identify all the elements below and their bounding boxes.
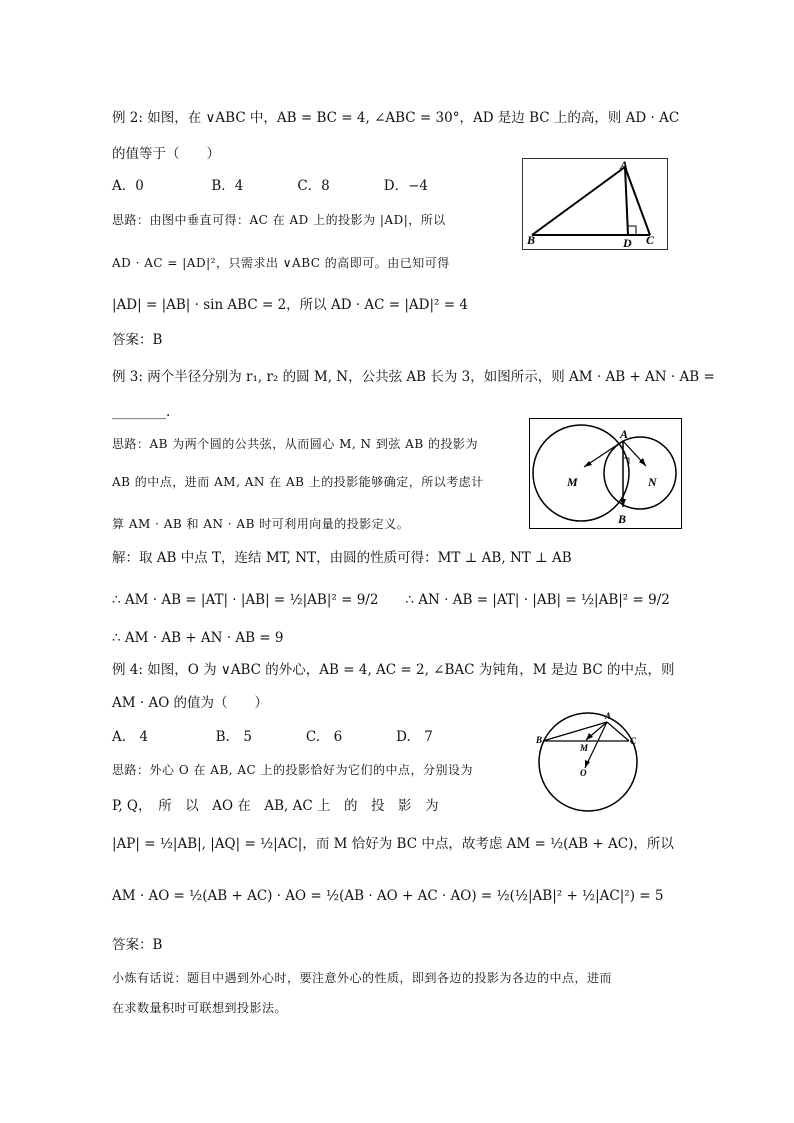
ex4-label-b: B [536,735,543,745]
ex2-question-line1: 例 2: 如图，在 ∨ABC 中，AB = BC = 4, ∠ABC = 30°，AD 是边 BC 上的高，则 AD · AC [112,110,680,126]
ex4-label-m: M [580,743,589,753]
ex2-label-d: D [623,236,632,250]
ex4-question-line2: AM · AO 的值为（ ） [112,695,269,711]
ex2-answer: 答案：B [112,332,163,348]
ex4-label-a: A [605,711,612,721]
ex3-label-m: M [567,475,578,489]
ex3-solution-line2: ∴ AM · AB = |AT| · |AB| = ½|AB|² = 9/2 ∴ AN · AB = |AT| · |AB| = ½|AB|² = 9/2 [112,592,670,608]
ex2-label-b: B [527,233,536,247]
ex4-answer: 答案：B [112,937,163,953]
ex2-options: A．0 B．4 C．8 D．−4 [112,178,428,194]
ex4-label-c: C [630,736,637,746]
ex3-solution-line3: ∴ AM · AB + AN · AB = 9 [112,630,284,646]
ex3-circles-figure [529,418,682,529]
ex4-hint-line2: P, Q， 所 以 AO 在 AB, AC 上 的 投 影 为 [112,798,439,814]
ex4-label-o: O [580,768,587,778]
ex2-label-c: C [646,233,655,247]
ex3-hint-line3: 算 AM · AB 和 AN · AB 时可利用向量的投影定义。 [112,517,410,531]
ex3-hint-line2: AB 的中点，进而 AM, AN 在 AB 上的投影能够确定，所以考虑计 [112,475,484,489]
ex4-circumcircle-figure [535,710,647,814]
summary-line1: 小炼有话说：题目中遇到外心时，要注意外心的性质，即到各边的投影为各边的中点，进而 [112,971,613,985]
ex2-question-line2: 的值等于（ ） [112,146,220,162]
ex2-triangle-figure [522,158,668,250]
ex4-hint-line1: 思路：外心 O 在 AB, AC 上的投影恰好为它们的中点，分别设为 [112,763,474,777]
ex4-hint-line3: |AP| = ½|AB|, |AQ| = ½|AC|，而 M 恰好为 BC 中点，故考虑 AM = ½(AB + AC)，所以 [112,836,674,852]
ex3-solution-line1: 解：取 AB 中点 T，连结 MT, NT，由圆的性质可得：MT ⊥ AB, NT ⊥ AB [112,550,572,566]
ex4-options: A. 4 B. 5 C. 6 D. 7 [112,729,433,745]
ex3-question-line1: 例 3: 两个半径分别为 r₁, r₂ 的圆 M, N，公共弦 AB 长为 3，如图所示，则 AM · AB + AN · AB = [112,369,715,385]
ex3-label-a: A [620,427,629,441]
ex2-hint-line2: AD · AC = |AD|²，只需求出 ∨ABC 的高即可。由已知可得 [112,256,450,270]
ex3-hint-line1: 思路：AB 为两个圆的公共弦，从而圆心 M, N 到弦 AB 的投影为 [112,437,478,451]
ex4-hint-line4: AM · AO = ½(AB + AC) · AO = ½(AB · AO + AC · AO) = ½(½|AB|² + ½|AC|²) = 5 [112,888,664,904]
ex2-hint-line3: |AD| = |AB| · sin ABC = 2，所以 AD · AC = |AD|² = 4 [112,297,468,313]
ex2-hint-line1: 思路：由图中垂直可得：AC 在 AD 上的投影为 |AD|，所以 [112,213,446,227]
ex3-question-line2: ________. [112,404,171,420]
ex3-label-n: N [648,475,657,489]
summary-line2: 在求数量积时可联想到投影法。 [112,1001,288,1015]
ex4-question-line1: 例 4: 如图，O 为 ∨ABC 的外心，AB = 4, AC = 2, ∠BAC 为钝角，M 是边 BC 的中点，则 [112,662,675,678]
ex3-label-b: B [618,512,627,526]
ex2-label-a: A [620,158,629,172]
